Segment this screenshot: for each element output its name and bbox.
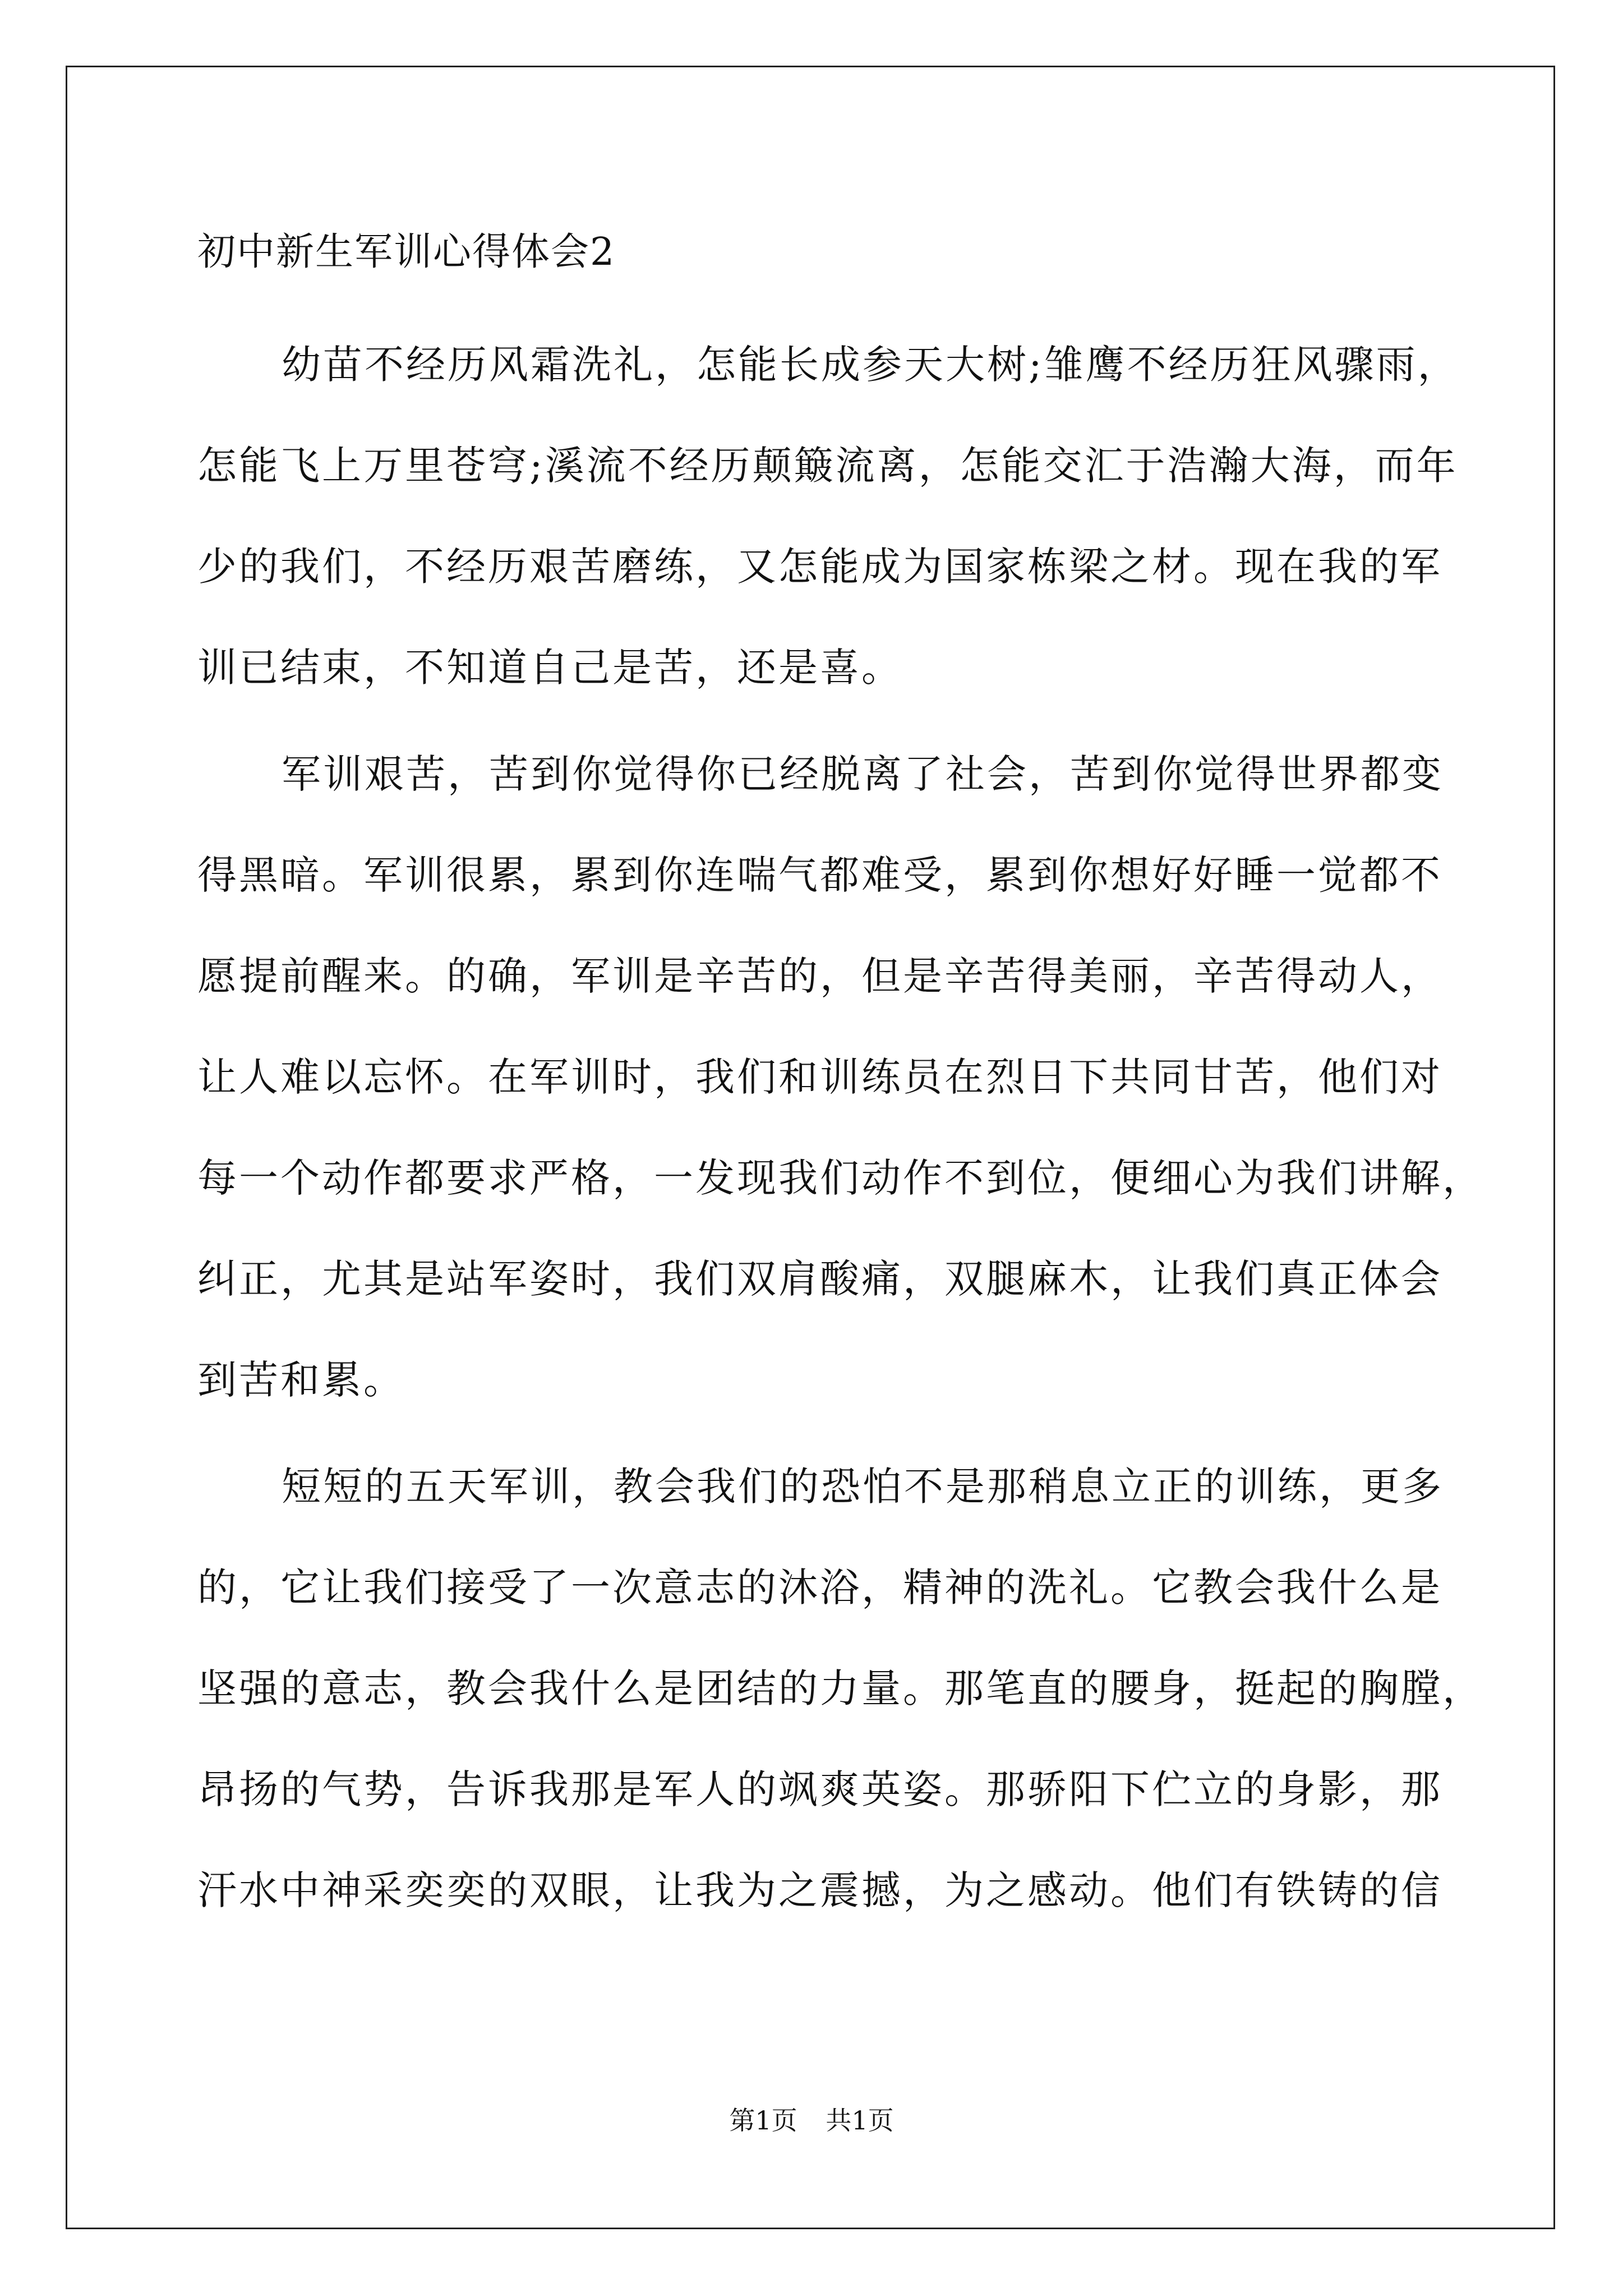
document-title: 初中新生军训心得体会2 [197,230,616,274]
page-total: 共1页 [826,2105,894,2136]
paragraph-1-line-4: 训已结束，不知道自己是苦，还是喜。 [197,645,903,691]
paragraph-3-line-2: 的，它让我们接受了一次意志的沐浴，精神的洗礼。它教会我什么是 [197,1565,1442,1611]
paragraph-2-line-5: 每一个动作都要求严格，一发现我们动作不到位，便细心为我们讲解， [197,1155,1484,1201]
paragraph-1-line-2: 怎能飞上万里苍穹;溪流不经历颠簸流离，怎能交汇于浩瀚大海，而年 [197,443,1458,489]
paragraph-3-line-3: 坚强的意志，教会我什么是团结的力量。那笔直的腰身，挺起的胸膛， [197,1665,1484,1711]
paragraph-2-line-1: 军训艰苦，苦到你觉得你已经脱离了社会，苦到你觉得世界都变 [282,751,1444,797]
paragraph-2-line-7: 到苦和累。 [197,1357,405,1403]
paragraph-2-line-6: 纠正，尤其是站军姿时，我们双肩酸痛，双腿麻木，让我们真正体会 [197,1256,1442,1302]
paragraph-2-line-4: 让人难以忘怀。在军训时，我们和训练员在烈日下共同甘苦，他们对 [197,1054,1442,1100]
paragraph-3-line-5: 汗水中神采奕奕的双眼，让我为之震撼，为之感动。他们有铁铸的信 [197,1867,1442,1913]
paragraph-3-line-4: 昂扬的气势，告诉我那是军人的飒爽英姿。那骄阳下伫立的身影，那 [197,1766,1442,1812]
paragraph-3-line-1: 短短的五天军训，教会我们的恐怕不是那稍息立正的训练，更多 [282,1464,1444,1510]
page-number: 第1页 [729,2105,797,2136]
paragraph-2-line-3: 愿提前醒来。的确，军训是辛苦的，但是辛苦得美丽，辛苦得动人， [197,953,1442,999]
paragraph-1-line-3: 少的我们，不经历艰苦磨练，又怎能成为国家栋梁之材。现在我的军 [197,544,1442,590]
paragraph-2-line-2: 得黑暗。军训很累，累到你连喘气都难受，累到你想好好睡一觉都不 [197,852,1442,898]
page-footer [0,2104,1623,2137]
paragraph-1-line-1: 幼苗不经历风霜洗礼，怎能长成参天大树;雏鹰不经历狂风骤雨， [282,342,1459,388]
